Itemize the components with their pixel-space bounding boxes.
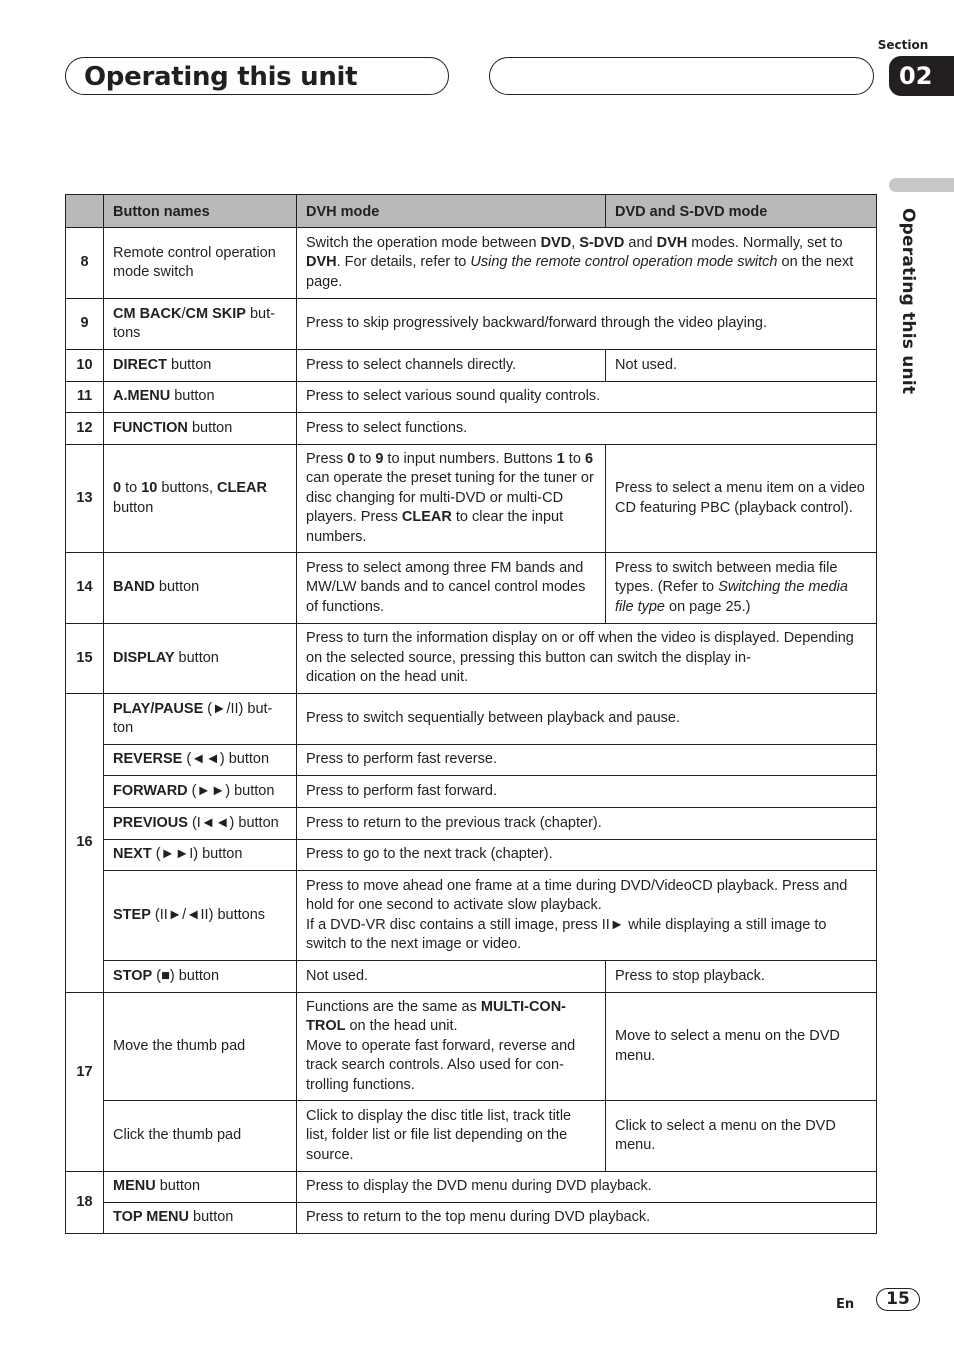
description-cell: Press to skip progressively backward/forward through the video playing. xyxy=(297,299,877,350)
description-cell: Press to return to the previous track (chapter). xyxy=(297,808,877,840)
column-header-button-names: Button names xyxy=(104,195,297,228)
button-name-cell: STOP (■) button xyxy=(104,961,297,993)
button-name-cell: DISPLAY button xyxy=(104,624,297,694)
reverse-icon: ◄◄ xyxy=(191,751,220,768)
step-icon: II►/◄II xyxy=(159,906,209,923)
table-row xyxy=(66,993,877,1101)
button-name-cell: Move the thumb pad xyxy=(104,993,297,1101)
table-row xyxy=(66,228,877,299)
row-number: 9 xyxy=(66,299,104,350)
previous-icon: I◄◄ xyxy=(196,814,230,831)
description-cell: Press to turn the information display on or off when the video is displayed. Depending on the selected source, pressing this button can switch the display in- dication on the head unit. xyxy=(297,624,877,694)
column-header-dvh-mode: DVH mode xyxy=(297,195,606,228)
section-label: Section xyxy=(877,38,929,52)
description-cell: Press to switch sequentially between playback and pause. xyxy=(297,694,877,745)
button-name-cell: PREVIOUS (I◄◄) button xyxy=(104,808,297,840)
row-number: 11 xyxy=(66,382,104,413)
dvh-mode-cell: Not used. xyxy=(297,961,606,993)
row-number: 8 xyxy=(66,228,104,299)
next-icon: ►►I xyxy=(160,846,194,863)
column-header-dvd-mode: DVD and S-DVD mode xyxy=(606,195,877,228)
dvd-mode-cell: Press to stop playback. xyxy=(606,961,877,993)
table-row xyxy=(66,382,877,413)
side-section-label: Operating this unit xyxy=(898,208,918,395)
button-name-cell: DIRECT button xyxy=(104,350,297,382)
button-name-cell: STEP (II►/◄II) buttons xyxy=(104,871,297,961)
description-cell: Switch the operation mode between DVD, S-DVD and DVH modes. Normally, set to DVH. For details, refer to Using the remote control operation mode switch on the next page. xyxy=(297,228,877,299)
table-row xyxy=(66,350,877,382)
button-name-cell: Remote control operation mode switch xyxy=(104,228,297,299)
description-cell: Press to select various sound quality controls. xyxy=(297,382,877,413)
table-row xyxy=(66,1101,877,1172)
table-row xyxy=(66,1203,877,1234)
dvh-mode-cell: Click to display the disc title list, track title list, folder list or file list depending on the source. xyxy=(297,1101,606,1172)
column-header-number xyxy=(66,195,104,228)
table-row xyxy=(66,840,877,871)
table-row xyxy=(66,1172,877,1203)
button-name-cell: A.MENU button xyxy=(104,382,297,413)
button-name-cell: TOP MENU button xyxy=(104,1203,297,1234)
row-number: 18 xyxy=(66,1172,104,1234)
dvd-mode-cell: Press to select a menu item on a video CD featuring PBC (playback control). xyxy=(606,445,877,553)
button-name-cell: REVERSE (◄◄) button xyxy=(104,745,297,776)
language-label: En xyxy=(836,1297,855,1312)
button-name-cell: FORWARD (►►) button xyxy=(104,776,297,808)
description-cell: Press to return to the top menu during DVD playback. xyxy=(297,1203,877,1234)
dvh-mode-cell: Press to select among three FM bands and MW/LW bands and to cancel control modes of functions. xyxy=(297,553,606,624)
button-name-cell: BAND button xyxy=(104,553,297,624)
description-cell: Press to move ahead one frame at a time during DVD/VideoCD playback. Press and hold for one second to activate slow playback. If a DVD-VR disc contains a still image, press II► while displaying a still image to switch to the next image or video. xyxy=(297,871,877,961)
side-tab-marker xyxy=(889,178,954,192)
dvh-mode-cell: Functions are the same as MULTI-CON- TROL on the head unit. Move to operate fast forward, reverse and track search controls. Also used for con- trolling functions. xyxy=(297,993,606,1101)
dvd-mode-cell: Not used. xyxy=(606,350,877,382)
table-row xyxy=(66,553,877,624)
table-row xyxy=(66,694,877,745)
play-pause-icon: ►/II xyxy=(212,700,239,717)
button-name-cell: FUNCTION button xyxy=(104,413,297,445)
table-row xyxy=(66,808,877,840)
table-row xyxy=(66,299,877,350)
button-name-cell: Click the thumb pad xyxy=(104,1101,297,1172)
row-number: 15 xyxy=(66,624,104,694)
button-name-cell: CM BACK/CM SKIP but- tons xyxy=(104,299,297,350)
dvh-mode-cell: Press to select channels directly. xyxy=(297,350,606,382)
button-name-cell: 0 to 10 buttons, CLEAR button xyxy=(104,445,297,553)
row-number: 16 xyxy=(66,694,104,993)
table-row xyxy=(66,413,877,445)
row-number: 17 xyxy=(66,993,104,1172)
page-number: 15 xyxy=(876,1288,920,1311)
description-cell: Press to perform fast forward. xyxy=(297,776,877,808)
table-row xyxy=(66,745,877,776)
table-row xyxy=(66,445,877,553)
dvd-mode-cell: Click to select a menu on the DVD menu. xyxy=(606,1101,877,1172)
button-name-cell: NEXT (►►I) button xyxy=(104,840,297,871)
page-title: Operating this unit xyxy=(84,62,358,92)
description-cell: Press to select functions. xyxy=(297,413,877,445)
step-forward-icon: II► xyxy=(601,916,625,933)
table-row xyxy=(66,624,877,694)
dvh-mode-cell: Press 0 to 9 to input numbers. Buttons 1 to 6 can operate the preset tuning for the tuner or disc changing for multi-DVD or multi-CD players. Press CLEAR to clear the input numbers. xyxy=(297,445,606,553)
row-number: 13 xyxy=(66,445,104,553)
table-row xyxy=(66,961,877,993)
row-number: 14 xyxy=(66,553,104,624)
table-row xyxy=(66,871,877,961)
header-blank-frame xyxy=(489,57,874,95)
button-name-cell: MENU button xyxy=(104,1172,297,1203)
table-header-row xyxy=(66,195,877,228)
stop-icon: ■ xyxy=(161,967,170,984)
row-number: 10 xyxy=(66,350,104,382)
forward-icon: ►► xyxy=(196,782,226,799)
dvd-mode-cell: Press to switch between media file types. (Refer to Switching the media file type on page 25.) xyxy=(606,553,877,624)
row-number: 12 xyxy=(66,413,104,445)
description-cell: Press to display the DVD menu during DVD playback. xyxy=(297,1172,877,1203)
dvd-mode-cell: Move to select a menu on the DVD menu. xyxy=(606,993,877,1101)
description-cell: Press to go to the next track (chapter). xyxy=(297,840,877,871)
table-row xyxy=(66,776,877,808)
section-number-tab: 02 xyxy=(889,56,954,96)
description-cell: Press to perform fast reverse. xyxy=(297,745,877,776)
button-reference-table xyxy=(65,194,877,1234)
button-name-cell: PLAY/PAUSE (►/II) but- ton xyxy=(104,694,297,745)
